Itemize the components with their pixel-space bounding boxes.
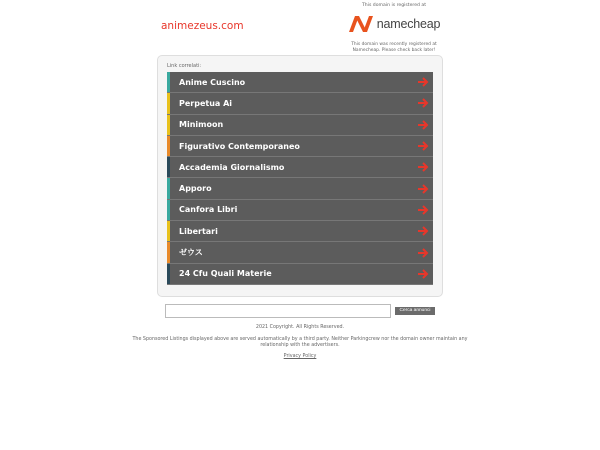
- disclaimer-text: The Sponsored Listings displayed above are served automatically by a third party. Neither Parkingcrew nor the domain owner maintain any relationship with the advertisers.: [132, 337, 468, 348]
- arrow-right-icon: [417, 98, 429, 108]
- arrow-right-icon: [417, 120, 429, 130]
- link-label: Anime Cuscino: [179, 77, 246, 87]
- link-row[interactable]: [167, 200, 433, 221]
- link-row[interactable]: [167, 221, 433, 242]
- related-links-list: [167, 72, 433, 285]
- link-row[interactable]: [167, 242, 433, 263]
- related-links-label: Link correlati:: [167, 63, 202, 69]
- link-label: Perpetua Ai: [179, 98, 233, 108]
- link-row[interactable]: [167, 136, 433, 157]
- domain-name: animezeus.com: [161, 20, 244, 32]
- link-row[interactable]: [167, 264, 433, 285]
- link-row[interactable]: [167, 72, 433, 93]
- link-label: ゼウス: [179, 248, 203, 258]
- link-label: Accademia Giornalismo: [179, 162, 285, 172]
- color-stripe: [167, 264, 170, 284]
- link-row[interactable]: [167, 178, 433, 199]
- related-links-panel: [157, 55, 443, 297]
- arrow-right-icon: [417, 248, 429, 258]
- registrar-note: [340, 42, 448, 53]
- link-label: 24 Cfu Quali Materie: [179, 269, 272, 279]
- link-label: Libertari: [179, 226, 218, 236]
- namecheap-wordmark: namecheap: [376, 17, 441, 31]
- color-stripe: [167, 221, 170, 241]
- arrow-right-icon: [417, 226, 429, 236]
- color-stripe: [167, 157, 170, 177]
- color-stripe: [167, 178, 170, 198]
- arrow-right-icon: [417, 269, 429, 279]
- arrow-right-icon: [417, 162, 429, 172]
- link-label: Figurativo Contemporaneo: [179, 141, 300, 151]
- namecheap-logo-icon: [348, 15, 374, 33]
- link-label: Apporo: [179, 184, 212, 194]
- link-row[interactable]: [167, 93, 433, 114]
- link-label: Canfora Libri: [179, 205, 238, 215]
- link-row[interactable]: [167, 115, 433, 136]
- color-stripe: [167, 242, 170, 262]
- link-label: Minimoon: [179, 120, 224, 130]
- registrar-info: [340, 2, 448, 53]
- arrow-right-icon: [417, 77, 429, 87]
- registrar-note-line1: This domain was recently registered at: [351, 42, 437, 47]
- search-input[interactable]: [165, 304, 391, 318]
- arrow-right-icon: [417, 205, 429, 215]
- copyright-text: 2021 Copyright. All Rights Reserved.: [255, 325, 345, 330]
- search-button[interactable]: Cerca annunci: [395, 307, 435, 315]
- registrar-intro: This domain is registered at: [361, 3, 427, 8]
- color-stripe: [167, 72, 170, 92]
- color-stripe: [167, 200, 170, 220]
- color-stripe: [167, 136, 170, 156]
- arrow-right-icon: [417, 141, 429, 151]
- color-stripe: [167, 93, 170, 113]
- arrow-right-icon: [417, 184, 429, 194]
- registrar-note-line2: Namecheap. Please check back later!: [352, 47, 436, 53]
- namecheap-logo[interactable]: [340, 12, 448, 36]
- privacy-policy-link[interactable]: Privacy Policy: [283, 354, 317, 359]
- link-row[interactable]: [167, 157, 433, 178]
- color-stripe: [167, 115, 170, 135]
